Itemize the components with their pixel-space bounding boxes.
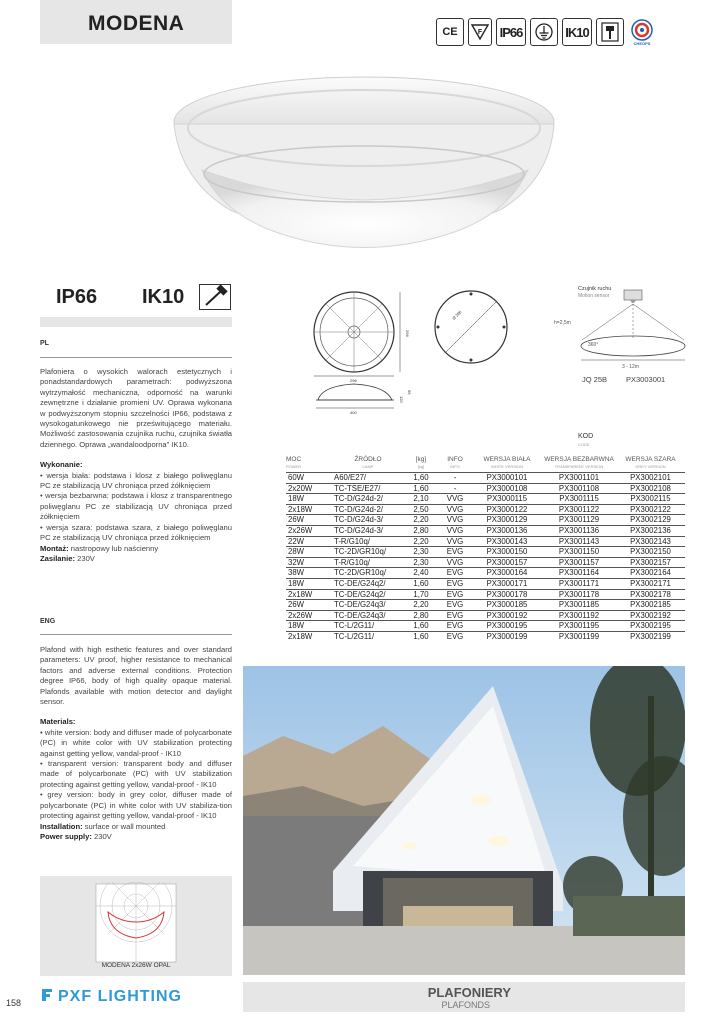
spec-cell: PX3002115 [616, 494, 685, 505]
category-bar [243, 982, 685, 1012]
spec-cell: PX3002143 [616, 536, 685, 547]
svg-text:96: 96 [407, 390, 412, 395]
col-header: MOC POWER [286, 456, 302, 469]
spec-cell: 2,30 [404, 557, 438, 568]
spec-cell: PX3000136 [472, 525, 542, 536]
title-bar [40, 0, 232, 44]
spec-cell: T-R/G10q/ [332, 557, 404, 568]
description-pl [40, 367, 232, 564]
spec-cell: PX3000150 [472, 547, 542, 558]
svg-text:Motion sensor: Motion sensor [578, 293, 610, 299]
cheops-logo-icon: CHEOPS [628, 18, 656, 46]
spec-cell: EVG [438, 568, 472, 579]
spec-cell: TC-2D/GR10q/ [332, 547, 404, 558]
spec-cell: 1,60 [404, 578, 438, 589]
spec-cell: PX3000122 [472, 504, 542, 515]
spec-cell: PX3001195 [542, 621, 616, 632]
spec-cell: VVG [438, 557, 472, 568]
spec-cell: PX3000157 [472, 557, 542, 568]
svg-text:PX3003001: PX3003001 [626, 375, 666, 384]
motion-sensor-diagram [548, 284, 688, 386]
lang-label-pl: PL [40, 340, 49, 347]
svg-text:296: 296 [405, 330, 410, 337]
lang-label-eng: ENG [40, 618, 56, 625]
variants-title: Wykonanie: [40, 460, 83, 470]
spec-row [286, 536, 685, 547]
spec-row [286, 621, 685, 632]
spec-cell: PX3002178 [616, 589, 685, 600]
divider [40, 634, 232, 635]
spec-row [286, 547, 685, 558]
spec-cell: PX3002150 [616, 547, 685, 558]
spec-cell: PX3001136 [542, 525, 616, 536]
col-header: [kg] [kg] [415, 456, 427, 469]
spec-cell: TC-TSE/E27/ [332, 483, 404, 494]
col-header: WERSJA BEZBARWNA TRANSPARENT VERSION [544, 456, 614, 469]
top-view-drawing [432, 288, 510, 366]
mount-value: nastropowy lub naścienny [68, 543, 159, 553]
material-item: • transparent version: transparent body and diffuser made of polycarbonate (PC) with UV stabilization protecting against getting yellow, vandal-proof - IK10 [40, 759, 232, 789]
description-eng [40, 645, 232, 842]
power-supply-label: Power supply: [40, 831, 92, 841]
spec-cell: PX3002192 [616, 610, 685, 621]
polar-diagram [92, 882, 180, 964]
brand-logo [40, 986, 232, 1004]
hammer-icon [596, 18, 624, 46]
spec-row [286, 600, 685, 611]
spec-cell: PX3000164 [472, 568, 542, 579]
spec-cell: PX3000171 [472, 578, 542, 589]
page-title: MODENA [88, 12, 185, 35]
pxf-logo-icon [40, 986, 232, 1004]
spec-cell: PX3000195 [472, 621, 542, 632]
spec-cell: PX3000101 [472, 473, 542, 484]
spec-cell: 2x26W [286, 525, 332, 536]
svg-text:296: 296 [350, 378, 357, 383]
col-header: WERSJA BIAŁA WHITE VERSION [483, 456, 531, 469]
spec-cell: TC-DE/G24q3/ [332, 610, 404, 621]
spec-cell: PX3000185 [472, 600, 542, 611]
spec-cell: PX3000199 [472, 631, 542, 641]
col-header: ŹRÓDŁO LAMP [354, 456, 382, 469]
spec-cell: PX3000143 [472, 536, 542, 547]
spec-cell: PX3002195 [616, 621, 685, 632]
materials-title: Materials: [40, 717, 76, 727]
col-header: INFO INFO [447, 456, 463, 469]
spec-cell: 38W [286, 568, 332, 579]
spec-cell: VVG [438, 504, 472, 515]
spec-cell: 2,20 [404, 515, 438, 526]
f-mark-icon [468, 18, 492, 46]
ip66-mark-icon: IP66 [496, 18, 526, 46]
svg-text:PXF LIGHTING: PXF LIGHTING [58, 988, 182, 1004]
spec-cell: 2,40 [404, 568, 438, 579]
install-value: surface or wall mounted [82, 821, 166, 831]
spec-table [286, 456, 685, 642]
spec-cell: PX3002164 [616, 568, 685, 579]
ce-mark-icon: CE [436, 18, 464, 46]
spec-cell: PX3002185 [616, 600, 685, 611]
ground-symbol-icon [530, 18, 558, 46]
spec-cell: VVG [438, 525, 472, 536]
spec-row [286, 494, 685, 505]
spec-cell: TC-D/G24d-2/ [332, 494, 404, 505]
spec-cell: 32W [286, 557, 332, 568]
spec-cell: 1,60 [404, 483, 438, 494]
power-supply-value: 230V [91, 831, 112, 841]
code-label: KOD [578, 433, 594, 440]
spec-cell: PX3000178 [472, 589, 542, 600]
spec-cell: 60W [286, 473, 332, 484]
spec-cell: PX3002157 [616, 557, 685, 568]
spec-cell: 2x18W [286, 631, 332, 641]
spec-row [286, 631, 685, 641]
spec-cell: 2x20W [286, 483, 332, 494]
spec-cell: - [438, 473, 472, 484]
spec-cell: 2x18W [286, 504, 332, 515]
spec-cell: PX3001101 [542, 473, 616, 484]
spec-cell: VVG [438, 494, 472, 505]
spec-row [286, 568, 685, 579]
spec-cell: 2,10 [404, 494, 438, 505]
front-view-drawing [312, 284, 422, 416]
svg-text:JQ 25B: JQ 25B [582, 375, 608, 384]
spec-cell: PX3001115 [542, 494, 616, 505]
code-sublabel: CODE [578, 442, 590, 447]
spec-cell: PX3001157 [542, 557, 616, 568]
spec-cell: 2,80 [404, 525, 438, 536]
spec-cell: - [438, 483, 472, 494]
spec-cell: PX3001185 [542, 600, 616, 611]
svg-text:360°: 360° [588, 342, 599, 348]
col-header: WERSJA SZARA GREY VERSION [625, 456, 676, 469]
spec-cell: 1,60 [404, 473, 438, 484]
spec-cell: VVG [438, 515, 472, 526]
spec-row [286, 589, 685, 600]
spec-cell: 2,80 [404, 610, 438, 621]
spec-cell: PX3002122 [616, 504, 685, 515]
svg-text:h=2,5m: h=2,5m [554, 320, 571, 326]
polar-diagram-box [40, 876, 232, 976]
spec-row [286, 515, 685, 526]
spec-cell: PX3001164 [542, 568, 616, 579]
spec-cell: 2,30 [404, 547, 438, 558]
spec-cell: 26W [286, 600, 332, 611]
spec-cell: 26W [286, 515, 332, 526]
spec-cell: PX3001192 [542, 610, 616, 621]
spec-cell: PX3001108 [542, 483, 616, 494]
spec-cell: TC-D/G24d-2/ [332, 504, 404, 515]
spec-cell: PX3000108 [472, 483, 542, 494]
spec-cell: 22W [286, 536, 332, 547]
install-label: Installation: [40, 821, 83, 831]
spec-cell: 18W [286, 494, 332, 505]
spec-cell: 2x18W [286, 589, 332, 600]
spec-cell: EVG [438, 621, 472, 632]
spec-row [286, 504, 685, 515]
spec-cell: PX3001129 [542, 515, 616, 526]
spec-cell: 28W [286, 547, 332, 558]
spec-row [286, 473, 685, 484]
spec-row [286, 483, 685, 494]
spec-cell: PX3001171 [542, 578, 616, 589]
spec-cell: 18W [286, 621, 332, 632]
svg-text:Czujnik ruchu: Czujnik ruchu [578, 286, 612, 292]
spec-cell: 2,20 [404, 536, 438, 547]
spec-table-header [286, 456, 685, 473]
variant-item: • wersja szara: podstawa szara, z białego poliwęglanu PC ze stabilizacją UV chroniąca przed żółknięciem [40, 522, 232, 543]
spec-cell: PX3000129 [472, 515, 542, 526]
mount-label: Montaż: [40, 543, 69, 553]
spec-cell: 18W [286, 578, 332, 589]
installation-photo [243, 666, 685, 975]
spec-cell: 1,60 [404, 621, 438, 632]
spec-cell: TC-D/G24d-3/ [332, 525, 404, 536]
material-item: • white version: body and diffuser made of polycarbonate (PC) in white color with UV stabilization protecting against getting yellow, vandal-proof - IK10 [40, 727, 232, 758]
spec-cell: PX3002108 [616, 483, 685, 494]
description-eng-text: Plafond with high esthetic features and over standard parameters: UV proof, higher resistance to mechanical factors and adverse external conditions. Protection degree IP66, body of high quality opaque material. Plafonds available with motion detector and daylight sensor. [40, 645, 232, 707]
certification-icons [436, 16, 656, 48]
page-number: 158 [6, 998, 22, 1008]
polar-caption: MODENA 2x26W OPAL [101, 962, 171, 969]
variant-item: • wersja biała: podstawa i klosz z białego poliwęglanu PC ze stabilizacją UV chroniąca przed żółknięciem [40, 470, 232, 491]
spec-cell: PX3001143 [542, 536, 616, 547]
spec-cell: 1,70 [404, 589, 438, 600]
spec-cell: TC-L/2G11/ [332, 621, 404, 632]
spec-cell: T-R/G10q/ [332, 536, 404, 547]
spec-row [286, 610, 685, 621]
spec-cell: PX3000192 [472, 610, 542, 621]
spec-cell: EVG [438, 600, 472, 611]
spec-cell: EVG [438, 589, 472, 600]
svg-text:Ø 296: Ø 296 [451, 309, 463, 321]
category-en: PLAFONDS [441, 1000, 490, 1010]
spec-cell: VVG [438, 536, 472, 547]
spec-cell: PX3002171 [616, 578, 685, 589]
spec-cell: PX3002136 [616, 525, 685, 536]
section-divider [40, 317, 232, 327]
spec-cell: PX3002101 [616, 473, 685, 484]
spec-cell: PX3001122 [542, 504, 616, 515]
spec-cell: PX3002199 [616, 631, 685, 641]
spec-cell: PX3000115 [472, 494, 542, 505]
spec-cell: 2,50 [404, 504, 438, 515]
hammer-icon [199, 284, 231, 310]
spec-cell: TC-DE/G24q3/ [332, 600, 404, 611]
spec-row [286, 525, 685, 536]
spec-cell: TC-2D/GR10q/ [332, 568, 404, 579]
ik10-mark-icon: IK10 [562, 18, 592, 46]
spec-cell: TC-D/G24d-3/ [332, 515, 404, 526]
divider [40, 357, 232, 358]
spec-cell: TC-DE/G24q2/ [332, 578, 404, 589]
svg-text:F: F [477, 29, 483, 36]
spec-cell: TC-L/2G11/ [332, 631, 404, 641]
category-pl: PLAFONIERY [427, 985, 511, 1000]
spec-cell: EVG [438, 578, 472, 589]
supply-value: 230V [75, 553, 95, 563]
spec-row [286, 578, 685, 589]
ip-rating: IP66 [56, 286, 98, 308]
spec-cell: EVG [438, 610, 472, 621]
material-item: • grey version: body in grey color, diffuser made of polycarbonate (PC) in white color with UV stabiliza-tion protecting against getting yellow, vandal-proof - IK10 [40, 790, 232, 821]
spec-cell: PX3001150 [542, 547, 616, 558]
spec-cell: 2,20 [404, 600, 438, 611]
svg-text:120: 120 [399, 396, 404, 403]
supply-label: Zasilanie: [40, 553, 76, 563]
svg-text:400: 400 [350, 410, 357, 415]
spec-cell: PX3001199 [542, 631, 616, 641]
spec-cell: 1,60 [404, 631, 438, 641]
spec-cell: EVG [438, 631, 472, 641]
svg-text:3 - 12m: 3 - 12m [622, 364, 639, 370]
spec-cell: EVG [438, 547, 472, 558]
spec-cell: TC-DE/G24q2/ [332, 589, 404, 600]
description-pl-text: Plafoniera o wysokich walorach estetycznych i ponadstandardowych parametrach: podwyższona wytrzymałość mechaniczna, odporność na warunki zewnętrzne i działanie promieni UV. Oprawa wykonana w podwyższonym stopniu szczelności IP66, podstawa z wysokogatunkowego nie prześwitującego materiału. Możliwość zastosowania czujnika ruchu, czujnika światła dziennego. Oprawa „wandaloodporna” IK10. [40, 367, 232, 449]
spec-cell: 2x26W [286, 610, 332, 621]
variant-item: • wersja bezbarwna: podstawa i klosz z transparentnego poliwęglanu PC ze stabilizacją UV chroniąca przed żółknięciem [40, 491, 232, 522]
spec-cell: PX3002129 [616, 515, 685, 526]
spec-row [286, 557, 685, 568]
spec-cell: PX3001178 [542, 589, 616, 600]
product-photo [150, 60, 570, 280]
ik-rating: IK10 [142, 286, 185, 308]
spec-cell: A60/E27/ [332, 473, 404, 484]
